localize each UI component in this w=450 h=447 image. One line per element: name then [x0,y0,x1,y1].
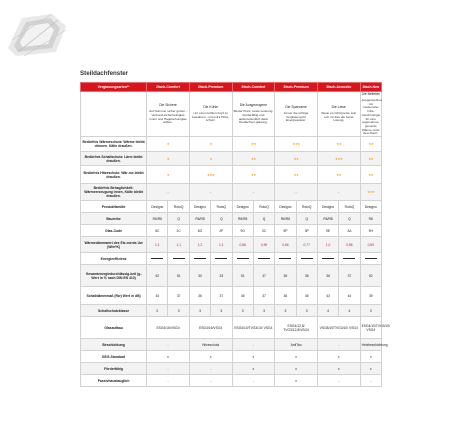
table-cell: x [232,363,275,375]
star-rating: - [317,184,360,201]
header-2fach-premium: 2fach-Premium [189,83,232,92]
table-cell: RotoQ [253,201,274,213]
table-cell: 0,69 [360,237,381,253]
page-title: Steildachfenster [80,70,129,77]
table-cell: 3 [296,305,317,317]
star-rating: ★ [147,166,190,184]
row-label: Gesamtenergiedurchlässig-keit (g-Wert in % nach DIN EN 410) [81,265,147,287]
star-rating: ★ [189,137,232,152]
table-cell: 3 [189,305,210,317]
row-label: Glasaufbau [81,317,147,339]
table-cell: - [232,375,275,387]
table-cell: Q [339,213,360,225]
header-3fach-neo: 3fach-Neo [360,83,381,92]
star-rating: ★★ [232,152,275,166]
table-cell: 1,1 [168,237,189,253]
table-cell: 36 [275,287,296,305]
table-cell: R6/R8 [317,213,338,225]
table-cell: Designo [360,201,381,213]
star-rating: - [232,184,275,201]
star-rating: - [147,184,190,201]
description-text: Auf Nummer sicher gehen - Verbund-sicherheitsglas innen und Hagelschutzglas außen. [149,109,187,125]
star-rating: ★★ [232,137,275,152]
description-title: Die Sichere [159,103,177,108]
row-label: Schalldämmmaß (Rw) Wert in dB) [81,287,147,305]
description-text: Wenn es richtig leise sein soll, ist dies die beste Lösung. [321,110,357,123]
description-title: Die Beliebte [361,92,380,96]
need-label: Bedürfnis Schallschutz: Lärm bleibt draußen. [81,152,147,166]
table-cell: Q [168,213,189,225]
star-rating: ★★ [360,166,381,184]
table-cell: R6/R8 [147,213,168,225]
description-cell [360,92,381,137]
table-cell: 1,2 [189,237,210,253]
table-cell: VSG8/10/TVG3/10/ VSG4 [317,317,360,339]
need-row-sound [81,152,382,166]
row-label: Wärmedämmwert des Ele-ments Uw (W/m²K) [81,237,147,253]
table-cell: 2C [168,225,189,237]
description-cell [232,92,275,137]
table-cell: x [275,351,318,363]
table-cell: 37 [211,287,232,305]
star-rating: ★★ [360,152,381,166]
header-3fach-premium: 3fach-Premium [275,83,318,92]
table-cell: 36 [189,287,210,305]
star-rating: ★★ [275,166,318,184]
table-cell: x [232,351,275,363]
table-cell: ESG4/16/VSG4 [189,317,232,339]
row-label: Beschichtung [81,339,147,351]
table-cell: 3 [275,305,296,317]
table-cell: 3 [168,305,189,317]
description-cell [275,92,318,137]
energy-bar-cell [168,253,189,265]
star-rating: ★★★ [275,137,318,152]
energy-bar [322,258,334,260]
table-cell: 0,86 [232,237,253,253]
table-cell: 2P [211,225,232,237]
description-text: Bester Preis, beste Leistung. Förderfähig und außerordentlich dank Dreifachver-glasung. [233,109,274,125]
row-passivhaus [81,375,382,387]
table-cell: 0,90 [253,237,274,253]
energy-bar [365,258,377,260]
table-cell: 3 [253,305,274,317]
energy-bar-cell [253,253,274,265]
table-cell: Heizbeschichtung [360,339,381,351]
description-cell [147,92,190,137]
table-cell: 0,86 [339,237,360,253]
star-rating: ★ [147,152,190,166]
table-cell: AntiTau [275,339,318,351]
table-cell: 3 [211,305,232,317]
star-rating: ★★ [232,166,275,184]
need-row-comfort [81,184,382,201]
table-cell: ESG4/10/TVG3/10/ VSG4 [232,317,275,339]
table-cell: RotoQ [168,201,189,213]
table-cell: RotoQ [339,201,360,213]
table-cell: Designo [147,201,168,213]
row-baureihe [81,213,382,225]
star-rating: ★ [189,152,232,166]
energy-bar [279,258,291,260]
table-cell: 47 [253,265,274,287]
star-rating: ★★ [275,152,318,166]
star-rating: ★★★ [360,184,381,201]
row-foerderfaehig [81,363,382,375]
table-cell: x [360,363,381,375]
table-cell: RotoQ [296,201,317,213]
row-sound-insulation [81,287,382,305]
table-cell: 51 [168,265,189,287]
row-glass-structure [81,317,382,339]
table-cell: R6/R8 [275,213,296,225]
table-cell: 3 [232,305,253,317]
table-cell: 3 [360,305,381,317]
table-cell: 1,1 [147,237,168,253]
energy-bar-cell [232,253,253,265]
table-cell: 3P [296,225,317,237]
energy-bar-cell [339,253,360,265]
table-cell: ESG4/12,8/ TVG3/12,8/VSG4 [275,317,318,339]
table-cell: x [275,375,318,387]
table-cell: 36 [275,265,296,287]
header-3fach-acoustic: 3fach-Acoustic [317,83,360,92]
row-geg-standard [81,351,382,363]
row-label: GEG-Standard [81,351,147,363]
table-cell: - [317,339,360,351]
table-cell: 1,1 [211,237,232,253]
header-glazing-types: Verglasungsarten*¹ [81,83,147,92]
energy-bar-cell [360,253,381,265]
description-text: Ausgezeichnet mit modernster Infra-rotechnologie für eine angenehme, gesunde Wärme unter dem Dach. [361,98,382,136]
table-cell: Designo [275,201,296,213]
table-cell: - [189,363,232,375]
table-cell: - [147,339,190,351]
description-cell [317,92,360,137]
table-cell: 1,0 [317,237,338,253]
table-cell: 9H [360,225,381,237]
table-cell: 51 [232,265,253,287]
table-cell: 0,77 [296,237,317,253]
row-label: Baureihe [81,213,147,225]
row-g-value [81,265,382,287]
table-cell: 39 [360,287,381,305]
energy-bar-cell [317,253,338,265]
table-cell: x [147,351,190,363]
star-rating: ★★ [360,137,381,152]
table-cell: x [189,351,232,363]
table-cell: 37 [253,287,274,305]
table-cell: RotoQ [211,201,232,213]
energy-bar [301,258,313,260]
table-cell: - [189,375,232,387]
table-cell: 33 [211,265,232,287]
row-glas-code [81,225,382,237]
row-energy-efficiency [81,253,382,265]
table-cell: - [147,375,190,387]
energy-bar-cell [296,253,317,265]
star-rating: ★★★ [189,166,232,184]
row-label: Glas-Code [81,225,147,237]
table-cell: 2 [147,305,168,317]
header-2fach-comfort: 2fach-Comfort [147,83,190,92]
table-cell: 0,66 [275,237,296,253]
energy-bar [237,258,249,260]
energy-bar-cell [189,253,210,265]
comparison-table [80,82,390,387]
energy-bar [151,258,163,260]
row-coating [81,339,382,351]
energy-bar-cell [211,253,232,265]
table-cell: R6/R8 [189,213,210,225]
window-photo-illustration [8,12,66,56]
table-cell: Q [253,213,274,225]
star-rating: ★★★ [317,152,360,166]
table-cell: 36 [317,265,338,287]
table-cell: 52 [147,265,168,287]
energy-bar [215,258,227,260]
table-cell: R6/R8 [232,213,253,225]
table-cell: 9G [232,225,253,237]
row-produktfamilie [81,201,382,213]
description-row [81,92,382,137]
table-cell: 36 [296,265,317,287]
table-cell: x [317,363,360,375]
table-cell: Q [211,213,232,225]
table-cell: - [232,339,275,351]
energy-bar-cell [147,253,168,265]
description-text: Immer die richtige Verglasung für Energiesparer. [283,110,309,123]
description-title: Die Kühle [203,104,219,109]
star-rating: ★★ [317,166,360,184]
table-cell: x [275,363,318,375]
description-empty-cell [81,92,147,137]
description-title: Die Sparsame [285,104,307,109]
table-cell: 44 [339,287,360,305]
description-text: Um einen kühlen Kopf zu bewahren - mit extra Hitze-schutz. [192,110,230,123]
need-label: Bedürfnis Wärmeschutz: Wärme bleibt drinnen. Kälte draußen. [81,137,147,152]
description-title: Die Leise [331,104,346,109]
table-cell: x [360,351,381,363]
table-cell: 3A [339,225,360,237]
table-cell: x [317,351,360,363]
table-cell: Designo [317,201,338,213]
need-label: Bedürfnis Hitzeschutz: Wär-me bleibt draußen. [81,166,147,184]
need-row-warmth [81,137,382,152]
table-cell: 30 [189,265,210,287]
star-rating: - [189,184,232,201]
row-label: Passivhaustauglich [81,375,147,387]
energy-bar-cell [275,253,296,265]
description-title: Die Ausgewogene [239,103,268,108]
table-cell: 52 [360,265,381,287]
table-cell: R8 [360,213,381,225]
table-cell: 9P [275,225,296,237]
table-cell: 37 [339,265,360,287]
need-label: Bedürfnis Behaglichkeit: Wärmeerzeugung innen, Kälte bleibt draußen. [81,184,147,201]
table-cell: 37 [168,287,189,305]
energy-bar [343,258,355,260]
table-cell: 36 [296,287,317,305]
star-rating: ★★ [317,137,360,152]
table-cell: 9E [317,225,338,237]
table-cell: 6G [189,225,210,237]
table-cell: Designo [232,201,253,213]
table-cell: - [360,375,381,387]
table-cell: 4 [339,305,360,317]
table-cell: Hitzeschutz [189,339,232,351]
energy-bar [258,258,270,260]
window-photo [8,12,66,56]
table-cell: ESG4/10/TVG3/10/ VSG4 [360,317,381,339]
row-label: Förderfähig [81,363,147,375]
header-3fach-comfort: 3fach-Comfort [232,83,275,92]
table-cell: Designo [189,201,210,213]
row-uw-value [81,237,382,253]
table-cell: - [317,375,360,387]
description-cell [189,92,232,137]
row-label: Produktfamilie [81,201,147,213]
energy-bar [194,258,206,260]
table-cell: 4 [317,305,338,317]
table-cell: Q [296,213,317,225]
energy-bar [173,258,185,260]
header-row [81,83,382,92]
table-cell: 3C [253,225,274,237]
table-cell: 36 [232,287,253,305]
row-label: Energieeffizienz [81,253,147,265]
table-cell: ESG4/16/VSG4 [147,317,190,339]
table-cell: 6C [147,225,168,237]
table-cell: 43 [317,287,338,305]
need-row-heat [81,166,382,184]
row-label: Schallschutzklasse [81,305,147,317]
star-rating: - [275,184,318,201]
table-cell: 34 [147,287,168,305]
star-rating: ★ [147,137,190,152]
table-cell: - [147,363,190,375]
row-sound-class [81,305,382,317]
